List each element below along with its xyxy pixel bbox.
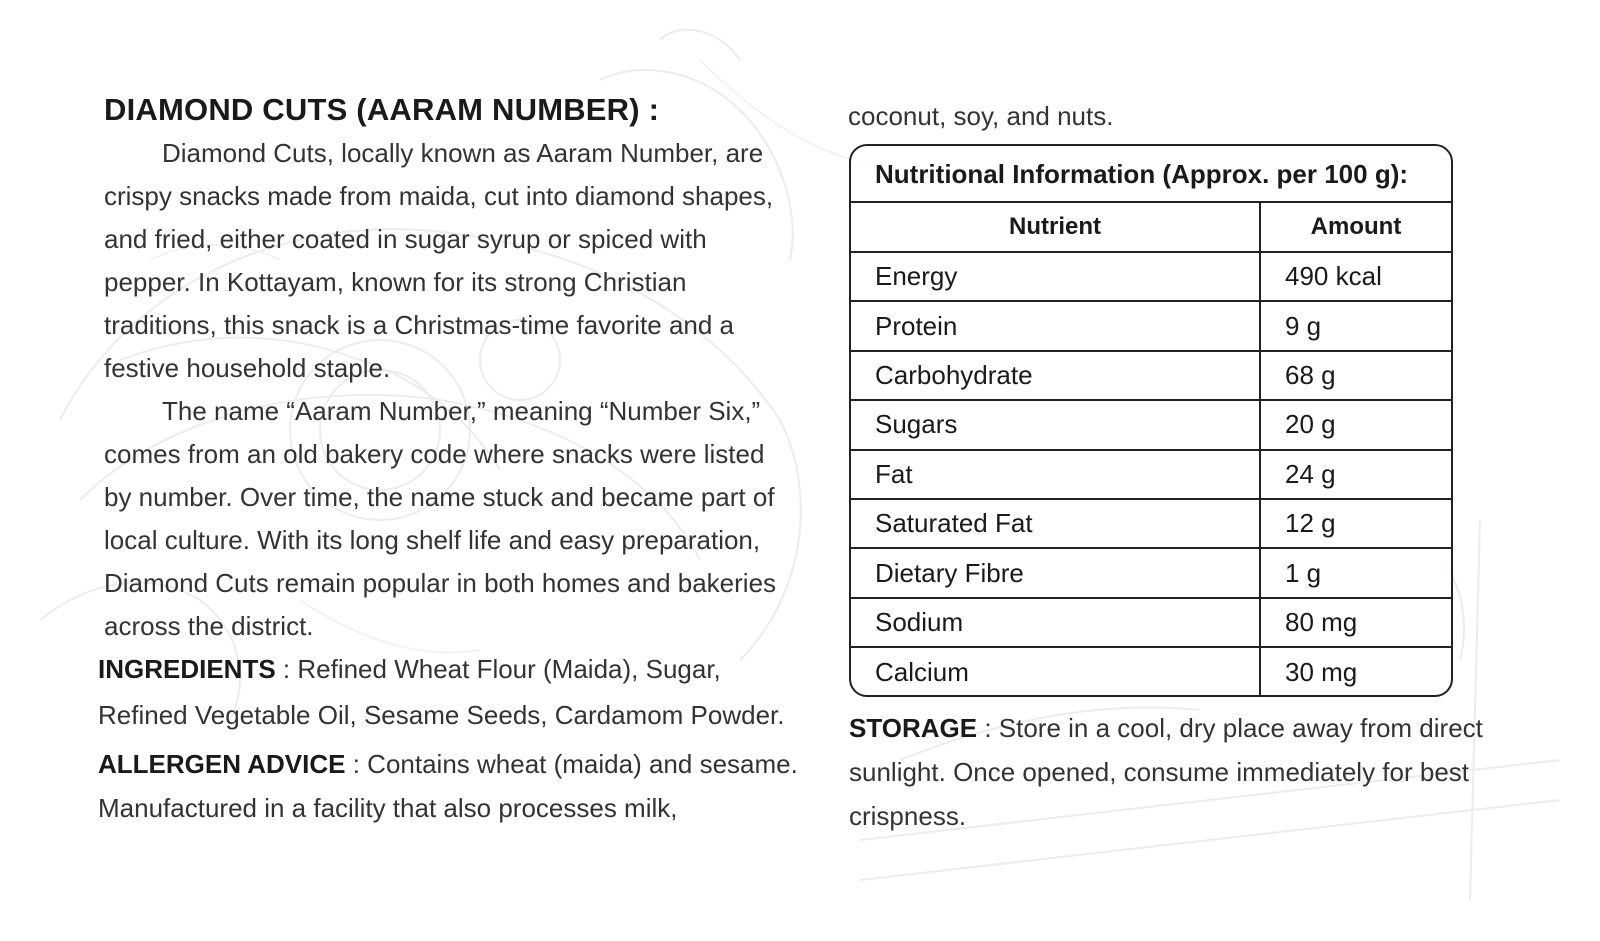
description-section [104,92,784,648]
table-row [851,647,1451,696]
nutrient-amount: 30 mg [1285,656,1358,687]
table-row [851,450,1451,499]
allergen-continued-text: coconut, soy, and nuts. [848,101,1114,131]
nutrient-name: Sodium [851,598,1260,647]
nutrition-grid [851,203,1451,697]
table-row [851,301,1451,350]
table-row [851,351,1451,400]
nutrient-amount: 24 g [1260,450,1451,499]
nutrient-name: Energy [851,252,1260,301]
nutrient-name: Fat [851,450,1260,499]
nutrient-amount: 80 mg [1260,598,1451,647]
nutrition-caption: Nutritional Information (Approx. per 100 g): [851,146,1451,203]
storage-block [849,706,1489,838]
table-header-row [851,203,1451,252]
allergen-text: : Contains wheat (maida) and sesame. Manufactured in a facility that also processes milk, [98,749,798,823]
nutrient-amount: 9 g [1260,301,1451,350]
allergen-label: ALLERGEN ADVICE [98,749,346,779]
ingredients-label: INGREDIENTS [98,654,276,684]
ingredients-block [98,646,798,738]
storage-label: STORAGE [849,713,978,743]
nutrient-name: Dietary Fibre [851,548,1260,597]
nutrition-table [849,144,1453,697]
header-nutrient: Nutrient [851,203,1260,252]
page-title: DIAMOND CUTS (AARAM NUMBER) : [104,92,660,127]
header-amount: Amount [1260,203,1451,252]
nutrient-amount: 490 kcal [1260,252,1451,301]
nutrient-name: Sugars [851,400,1260,449]
nutrient-amount: 68 g [1260,351,1451,400]
nutrient-name: Saturated Fat [851,499,1260,548]
allergen-block [98,742,798,830]
nutrient-name: Carbohydrate [851,351,1260,400]
description-paragraph-1: Diamond Cuts, locally known as Aaram Number, are crispy snacks made from maida, cut into diamond shapes, and fried, either coated in sugar syrup or spiced with pepper. In Kottayam, known for its strong Christian traditions, this snack is a Christmas-time favorite and a festive household staple. [104,138,774,383]
table-row [851,548,1451,597]
table-row [851,252,1451,301]
storage-text: : Store in a cool, dry place away from direct sunlight. Once opened, consume immediately for best crispness. [849,713,1483,831]
nutrient-name: Calcium [851,647,1260,696]
description-paragraph-2: The name “Aaram Number,” meaning “Number Six,” comes from an old bakery code where snacks were listed by number. Over time, the name stuck and became part of local culture. With its long shelf life and easy preparation, Diamond Cuts remain popular in both homes and bakeries across the district. [104,396,777,641]
table-row [851,598,1451,647]
table-row [851,499,1451,548]
table-row [851,400,1451,449]
ingredients-text: : Refined Wheat Flour (Maida), Sugar, Refined Vegetable Oil, Sesame Seeds, Cardamom Powder. [98,654,785,730]
nutrient-name: Protein [851,301,1260,350]
nutrient-amount: 20 g [1260,400,1451,449]
nutrient-amount: 1 g [1260,548,1451,597]
nutrient-amount: 12 g [1260,499,1451,548]
